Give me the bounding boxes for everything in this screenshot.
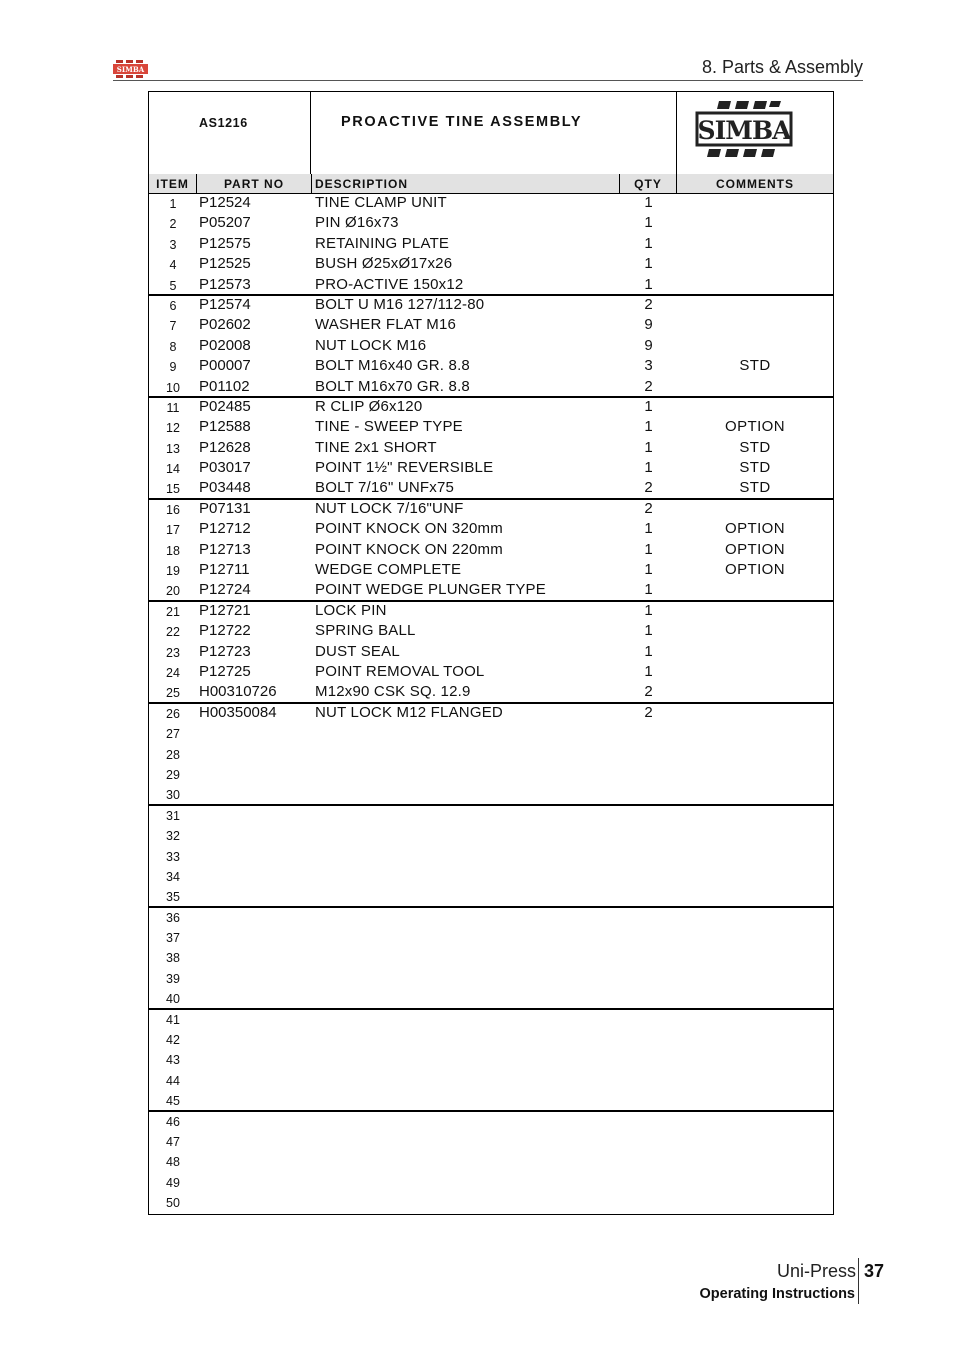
row-description: M12x90 CSK SQ. 12.9: [315, 683, 471, 701]
row-description: NUT LOCK M16: [315, 336, 427, 354]
table-row: [149, 826, 833, 846]
row-item-number: 26: [166, 706, 180, 721]
row-description: PIN Ø16x73: [315, 214, 399, 232]
row-description: BOLT 7/16" UNFx75: [315, 479, 455, 497]
table-row: [149, 622, 833, 642]
row-item-number: 31: [166, 808, 180, 823]
row-part-number: P12712: [199, 520, 251, 538]
row-quantity: 1: [644, 642, 653, 660]
product-name: Uni-Press: [776, 1261, 856, 1281]
row-quantity: 9: [644, 316, 653, 334]
row-item-number: 35: [166, 890, 180, 905]
row-quantity: 1: [644, 601, 653, 619]
row-item-number: 47: [166, 1134, 180, 1149]
table-row: [149, 847, 833, 867]
row-comment: STD: [739, 459, 771, 477]
row-part-number: P02485: [199, 397, 251, 415]
header-divider: [113, 80, 863, 81]
row-item-number: 40: [166, 992, 180, 1007]
parts-rows: [149, 194, 833, 1214]
table-row: [149, 500, 833, 520]
table-row: [149, 785, 833, 805]
row-item-number: 45: [166, 1094, 180, 1109]
row-description: WEDGE COMPLETE: [315, 561, 462, 579]
table-row: [149, 255, 833, 275]
row-part-number: P12588: [199, 418, 251, 436]
col-header-comments: COMMENTS: [716, 177, 794, 191]
section-title: 8. Parts & Assembly: [701, 57, 863, 77]
row-part-number: P12628: [199, 438, 251, 456]
row-part-number: P12524: [199, 194, 251, 211]
footer-divider: [858, 1258, 859, 1304]
assembly-title-cell: [311, 92, 677, 174]
row-description: DUST SEAL: [315, 642, 400, 660]
row-item-number: 48: [166, 1155, 180, 1170]
row-item-number: 10: [166, 380, 180, 395]
row-quantity: 1: [644, 194, 653, 211]
row-part-number: P07131: [199, 499, 251, 517]
row-part-number: P05207: [199, 214, 251, 232]
row-item-number: 16: [166, 502, 180, 517]
column-header-row: [149, 174, 833, 194]
table-row: [149, 1050, 833, 1070]
row-item-number: 44: [166, 1073, 180, 1088]
header-logo-text: SIMBA: [116, 65, 145, 74]
table-row: [149, 520, 833, 540]
row-part-number: H00310726: [199, 683, 277, 701]
table-row: [149, 581, 833, 601]
row-part-number: H00350084: [199, 703, 277, 721]
row-item-number: 38: [166, 951, 180, 966]
logo-cell: [677, 92, 833, 174]
table-row: [149, 1091, 833, 1111]
parts-sheet: [148, 91, 834, 1215]
row-part-number: P02602: [199, 316, 251, 334]
row-comment: STD: [739, 438, 771, 456]
row-item-number: 17: [166, 523, 180, 538]
table-row: [149, 561, 833, 581]
row-part-number: P00007: [199, 357, 251, 375]
row-item-number: 39: [166, 971, 180, 986]
table-row: [149, 276, 833, 296]
simba-logo-icon: [695, 99, 793, 161]
row-item-number: 49: [166, 1175, 180, 1190]
row-quantity: 1: [644, 561, 653, 579]
col-header-description: DESCRIPTION: [312, 174, 620, 193]
col-header-item: ITEM: [149, 174, 197, 193]
row-quantity: 1: [644, 234, 653, 252]
document-subtitle: Operating Instructions: [699, 1286, 855, 1302]
table-row: [149, 989, 833, 1009]
row-part-number: P12525: [199, 255, 251, 273]
simba-logo-small-icon: [113, 60, 148, 78]
row-item-number: 18: [166, 543, 180, 558]
row-quantity: 1: [644, 581, 653, 599]
row-description: NUT LOCK 7/16"UNF: [315, 499, 464, 517]
row-item-number: 13: [166, 441, 180, 456]
row-item-number: 14: [166, 462, 180, 477]
row-description: PRO-ACTIVE 150x12: [315, 275, 464, 293]
table-row: [149, 683, 833, 703]
row-item-number: 46: [166, 1114, 180, 1129]
row-item-number: 20: [166, 584, 180, 599]
row-part-number: P12723: [199, 642, 251, 660]
table-row: [149, 867, 833, 887]
row-quantity: 1: [644, 418, 653, 436]
row-item-number: 5: [169, 278, 177, 293]
table-row: [149, 908, 833, 928]
assembly-title: PROACTIVE TINE ASSEMBLY: [341, 114, 583, 130]
table-row: [149, 765, 833, 785]
row-quantity: 1: [644, 214, 653, 232]
table-row: [149, 357, 833, 377]
row-item-number: 19: [166, 564, 180, 579]
row-description: R CLIP Ø6x120: [315, 397, 423, 415]
row-item-number: 29: [166, 767, 180, 782]
row-quantity: 1: [644, 438, 653, 456]
row-quantity: 2: [644, 499, 653, 517]
row-item-number: 37: [166, 931, 180, 946]
row-quantity: 3: [644, 357, 653, 375]
row-description: BOLT M16x70 GR. 8.8: [315, 377, 470, 395]
row-description: BUSH Ø25xØ17x26: [315, 255, 453, 273]
table-row: [149, 1173, 833, 1193]
table-row: [149, 1152, 833, 1172]
table-row: [149, 194, 833, 214]
row-quantity: 2: [644, 703, 653, 721]
row-description: POINT WEDGE PLUNGER TYPE: [315, 581, 546, 599]
table-row: [149, 418, 833, 438]
row-comment: OPTION: [725, 418, 785, 436]
row-comment: OPTION: [725, 540, 785, 558]
col-header-qty: QTY: [620, 174, 677, 193]
row-item-number: 15: [166, 482, 180, 497]
table-row: [149, 745, 833, 765]
row-quantity: 1: [644, 255, 653, 273]
row-description: POINT REMOVAL TOOL: [315, 662, 485, 680]
row-description: POINT 1½" REVERSIBLE: [315, 459, 494, 477]
table-row: [149, 235, 833, 255]
row-item-number: 33: [166, 849, 180, 864]
row-description: BOLT U M16 127/112-80: [315, 295, 485, 313]
row-description: TINE CLAMP UNIT: [315, 194, 447, 211]
row-comment: STD: [739, 479, 771, 497]
row-item-number: 23: [166, 645, 180, 660]
row-quantity: 2: [644, 295, 653, 313]
row-description: LOCK PIN: [315, 601, 387, 619]
table-row: [149, 1132, 833, 1152]
row-description: WASHER FLAT M16: [315, 316, 457, 334]
row-item-number: 8: [169, 339, 177, 354]
logo-text: SIMBA: [697, 116, 791, 145]
row-part-number: P02008: [199, 336, 251, 354]
row-comment: OPTION: [725, 520, 785, 538]
row-quantity: 1: [644, 459, 653, 477]
table-row: [149, 439, 833, 459]
row-item-number: 22: [166, 625, 180, 640]
row-description: POINT KNOCK ON 320mm: [315, 520, 503, 538]
row-item-number: 3: [169, 237, 177, 252]
row-item-number: 7: [169, 319, 177, 334]
row-part-number: P12713: [199, 540, 251, 558]
assembly-code-cell: [149, 92, 311, 174]
table-row: [149, 316, 833, 336]
table-row: [149, 969, 833, 989]
row-part-number: P12721: [199, 601, 251, 619]
row-part-number: P01102: [199, 377, 250, 395]
row-part-number: P12573: [199, 275, 251, 293]
table-row: [149, 378, 833, 398]
table-row: [149, 214, 833, 234]
row-item-number: 28: [166, 747, 180, 762]
row-quantity: 9: [644, 336, 653, 354]
row-quantity: 1: [644, 397, 653, 415]
row-quantity: 1: [644, 622, 653, 640]
row-item-number: 43: [166, 1053, 180, 1068]
table-row: [149, 398, 833, 418]
table-row: [149, 663, 833, 683]
table-row: [149, 541, 833, 561]
table-row: [149, 296, 833, 316]
row-part-number: P12575: [199, 234, 251, 252]
row-item-number: 50: [166, 1196, 180, 1211]
row-item-number: 6: [169, 298, 177, 313]
row-description: BOLT M16x40 GR. 8.8: [315, 357, 470, 375]
row-item-number: 11: [166, 400, 180, 415]
row-item-number: 4: [169, 258, 177, 273]
row-quantity: 1: [644, 662, 653, 680]
row-quantity: 2: [644, 479, 653, 497]
table-row: [149, 602, 833, 622]
row-item-number: 1: [169, 197, 177, 211]
row-comment: OPTION: [725, 561, 785, 579]
row-item-number: 30: [166, 788, 180, 803]
row-part-number: P03448: [199, 479, 251, 497]
title-block: [149, 92, 833, 175]
row-part-number: P12725: [199, 662, 251, 680]
row-item-number: 9: [169, 360, 177, 375]
row-item-number: 41: [166, 1012, 180, 1027]
assembly-code: AS1216: [199, 116, 248, 130]
table-row: [149, 1193, 833, 1213]
row-part-number: P12724: [199, 581, 251, 599]
table-row: [149, 704, 833, 724]
table-row: [149, 459, 833, 479]
row-comment: STD: [739, 357, 771, 375]
row-item-number: 32: [166, 829, 180, 844]
table-row: [149, 1112, 833, 1132]
row-item-number: 42: [166, 1033, 180, 1048]
row-item-number: 24: [166, 665, 180, 680]
row-item-number: 27: [166, 727, 180, 742]
row-description: TINE 2x1 SHORT: [315, 438, 437, 456]
table-row: [149, 887, 833, 907]
table-row: [149, 1030, 833, 1050]
row-item-number: 34: [166, 869, 180, 884]
row-quantity: 2: [644, 377, 653, 395]
row-item-number: 25: [166, 686, 180, 701]
row-quantity: 1: [644, 540, 653, 558]
row-part-number: P12574: [199, 295, 251, 313]
row-description: SPRING BALL: [315, 622, 416, 640]
row-item-number: 36: [166, 910, 180, 925]
col-header-part-no: PART NO: [197, 174, 312, 193]
table-row: [149, 928, 833, 948]
table-row: [149, 948, 833, 968]
table-row: [149, 337, 833, 357]
page-number: 37: [864, 1261, 885, 1281]
row-quantity: 1: [644, 520, 653, 538]
row-description: RETAINING PLATE: [315, 234, 450, 252]
table-row: [149, 479, 833, 499]
row-description: POINT KNOCK ON 220mm: [315, 540, 503, 558]
row-quantity: 1: [644, 275, 653, 293]
row-part-number: P03017: [199, 459, 251, 477]
row-item-number: 21: [166, 604, 180, 619]
row-description: NUT LOCK M12 FLANGED: [315, 703, 503, 721]
table-row: [149, 643, 833, 663]
table-row: [149, 724, 833, 744]
row-item-number: 12: [166, 421, 180, 436]
table-row: [149, 1071, 833, 1091]
row-quantity: 2: [644, 683, 653, 701]
row-description: TINE - SWEEP TYPE: [315, 418, 463, 436]
table-row: [149, 806, 833, 826]
row-item-number: 2: [169, 217, 177, 232]
table-row: [149, 1010, 833, 1030]
row-part-number: P12722: [199, 622, 251, 640]
row-part-number: P12711: [199, 561, 250, 579]
